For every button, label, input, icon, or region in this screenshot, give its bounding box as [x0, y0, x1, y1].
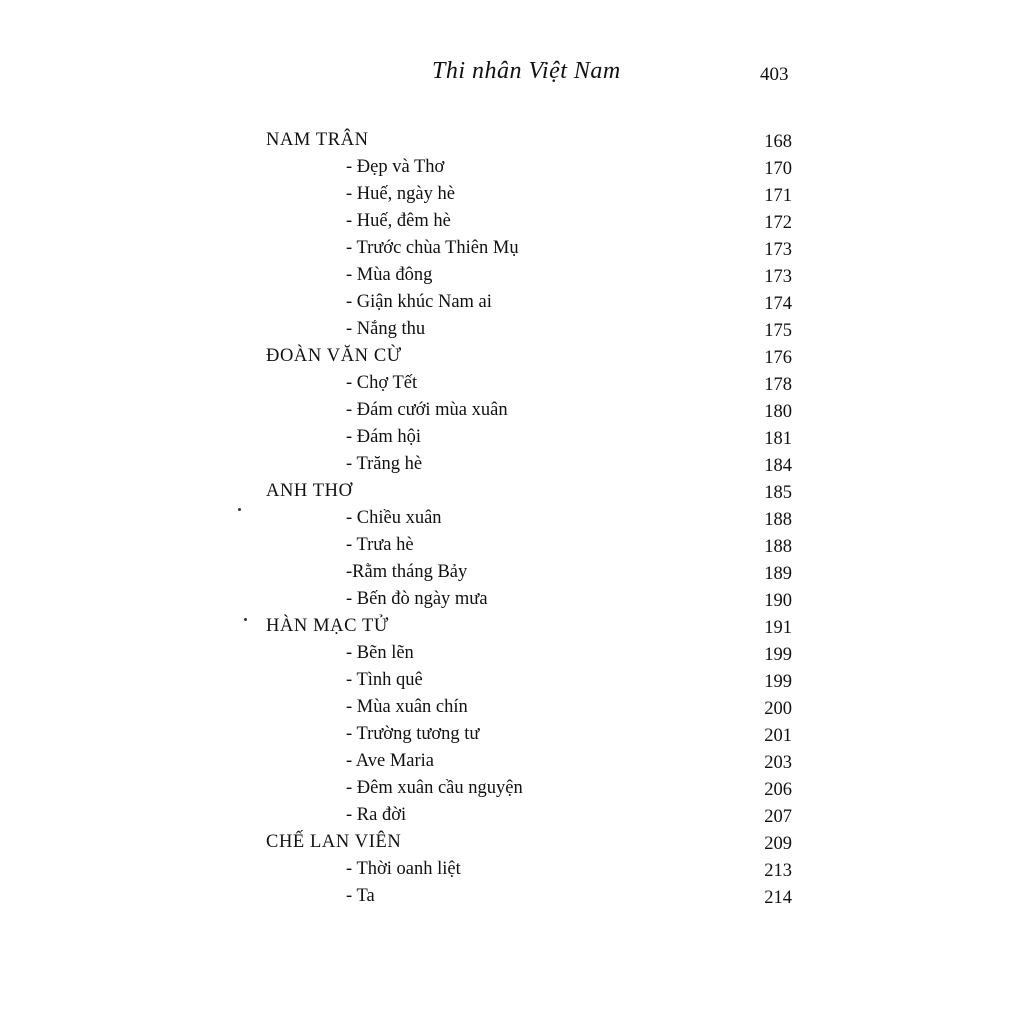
toc-entry-page: 201 [764, 726, 792, 746]
toc-entry-title: - Ra đời [346, 805, 407, 825]
toc-entry-title: - Đám hội [346, 427, 422, 447]
toc-entry-title: - Đêm xuân cầu nguyện [346, 778, 523, 798]
toc-poem-entry [0, 533, 1024, 560]
toc-poem-entry [0, 587, 1024, 614]
toc-author-entry [0, 128, 1024, 155]
running-header-title: Thi nhân Việt Nam [432, 58, 621, 84]
toc-entry-title: ĐOÀN VĂN CỪ [266, 346, 402, 366]
toc-entry-page: 181 [764, 429, 792, 449]
toc-entry-title: NAM TRÂN [266, 130, 369, 150]
toc-entry-page: 184 [764, 456, 792, 476]
toc-entry-page: 214 [764, 888, 792, 908]
toc-entry-page: 199 [764, 645, 792, 665]
toc-entry-page: 175 [764, 321, 792, 341]
toc-entry-page: 172 [764, 213, 792, 233]
toc-entry-page: 188 [764, 537, 792, 557]
toc-entry-title: - Đẹp và Thơ [346, 157, 445, 177]
toc-poem-entry [0, 209, 1024, 236]
toc-poem-entry [0, 182, 1024, 209]
toc-entry-page: 213 [764, 861, 792, 881]
print-speck [244, 618, 247, 621]
toc-entry-page: 174 [764, 294, 792, 314]
toc-entry-title: HÀN MẠC TỬ [266, 616, 389, 636]
toc-poem-entry [0, 506, 1024, 533]
toc-entry-page: 203 [764, 753, 792, 773]
toc-entry-page: 209 [764, 834, 792, 854]
toc-entry-page: 171 [764, 186, 792, 206]
table-of-contents [0, 128, 1024, 911]
toc-poem-entry [0, 317, 1024, 344]
toc-entry-title: - Đám cưới mùa xuân [346, 400, 508, 420]
toc-entry-page: 185 [764, 483, 792, 503]
toc-entry-title: - Huế, ngày hè [346, 184, 455, 204]
toc-entry-title: - Trước chùa Thiên Mụ [346, 238, 519, 258]
toc-entry-title: - Chợ Tết [346, 373, 418, 393]
toc-entry-title: - Mùa đông [346, 265, 433, 285]
toc-entry-page: 188 [764, 510, 792, 530]
toc-entry-page: 200 [764, 699, 792, 719]
toc-entry-page: 170 [764, 159, 792, 179]
toc-poem-entry [0, 641, 1024, 668]
toc-poem-entry [0, 560, 1024, 587]
toc-entry-page: 173 [764, 240, 792, 260]
toc-poem-entry [0, 263, 1024, 290]
toc-entry-title: ANH THƠ [266, 481, 353, 501]
toc-entry-title: - Mùa xuân chín [346, 697, 468, 717]
toc-entry-title: - Bẽn lẽn [346, 643, 414, 663]
toc-entry-page: 176 [764, 348, 792, 368]
toc-entry-title: -Rằm tháng Bảy [346, 562, 468, 582]
toc-poem-entry [0, 290, 1024, 317]
toc-entry-title: - Thời oanh liệt [346, 859, 461, 879]
toc-poem-entry [0, 371, 1024, 398]
toc-entry-page: 180 [764, 402, 792, 422]
toc-poem-entry [0, 857, 1024, 884]
print-speck [238, 508, 241, 511]
toc-poem-entry [0, 749, 1024, 776]
toc-author-entry [0, 479, 1024, 506]
toc-author-entry [0, 830, 1024, 857]
toc-entry-title: - Ta [346, 886, 375, 906]
toc-entry-title: - Tình quê [346, 670, 423, 690]
toc-poem-entry [0, 776, 1024, 803]
toc-entry-title: - Trăng hè [346, 454, 423, 474]
toc-poem-entry [0, 668, 1024, 695]
toc-entry-page: 199 [764, 672, 792, 692]
toc-poem-entry [0, 425, 1024, 452]
toc-entry-page: 207 [764, 807, 792, 827]
toc-entry-title: CHẾ LAN VIÊN [266, 832, 402, 852]
toc-entry-title: - Giận khúc Nam ai [346, 292, 492, 312]
toc-entry-page: 190 [764, 591, 792, 611]
toc-author-entry [0, 614, 1024, 641]
toc-entry-title: - Trưa hè [346, 535, 414, 555]
toc-author-entry [0, 344, 1024, 371]
toc-entry-page: 206 [764, 780, 792, 800]
toc-poem-entry [0, 236, 1024, 263]
toc-entry-title: - Nắng thu [346, 319, 426, 339]
toc-entry-page: 173 [764, 267, 792, 287]
toc-entry-page: 168 [764, 132, 792, 152]
toc-entry-title: - Trường tương tư [346, 724, 480, 744]
toc-entry-page: 189 [764, 564, 792, 584]
toc-entry-title: - Ave Maria [346, 751, 435, 771]
toc-poem-entry [0, 803, 1024, 830]
toc-poem-entry [0, 884, 1024, 911]
toc-poem-entry [0, 155, 1024, 182]
toc-entry-title: - Huế, đêm hè [346, 211, 451, 231]
toc-entry-title: - Chiều xuân [346, 508, 442, 528]
page-number: 403 [760, 64, 789, 85]
toc-poem-entry [0, 695, 1024, 722]
toc-entry-page: 178 [764, 375, 792, 395]
toc-entry-page: 191 [764, 618, 792, 638]
toc-poem-entry [0, 398, 1024, 425]
toc-poem-entry [0, 722, 1024, 749]
toc-poem-entry [0, 452, 1024, 479]
toc-entry-title: - Bến đò ngày mưa [346, 589, 488, 609]
